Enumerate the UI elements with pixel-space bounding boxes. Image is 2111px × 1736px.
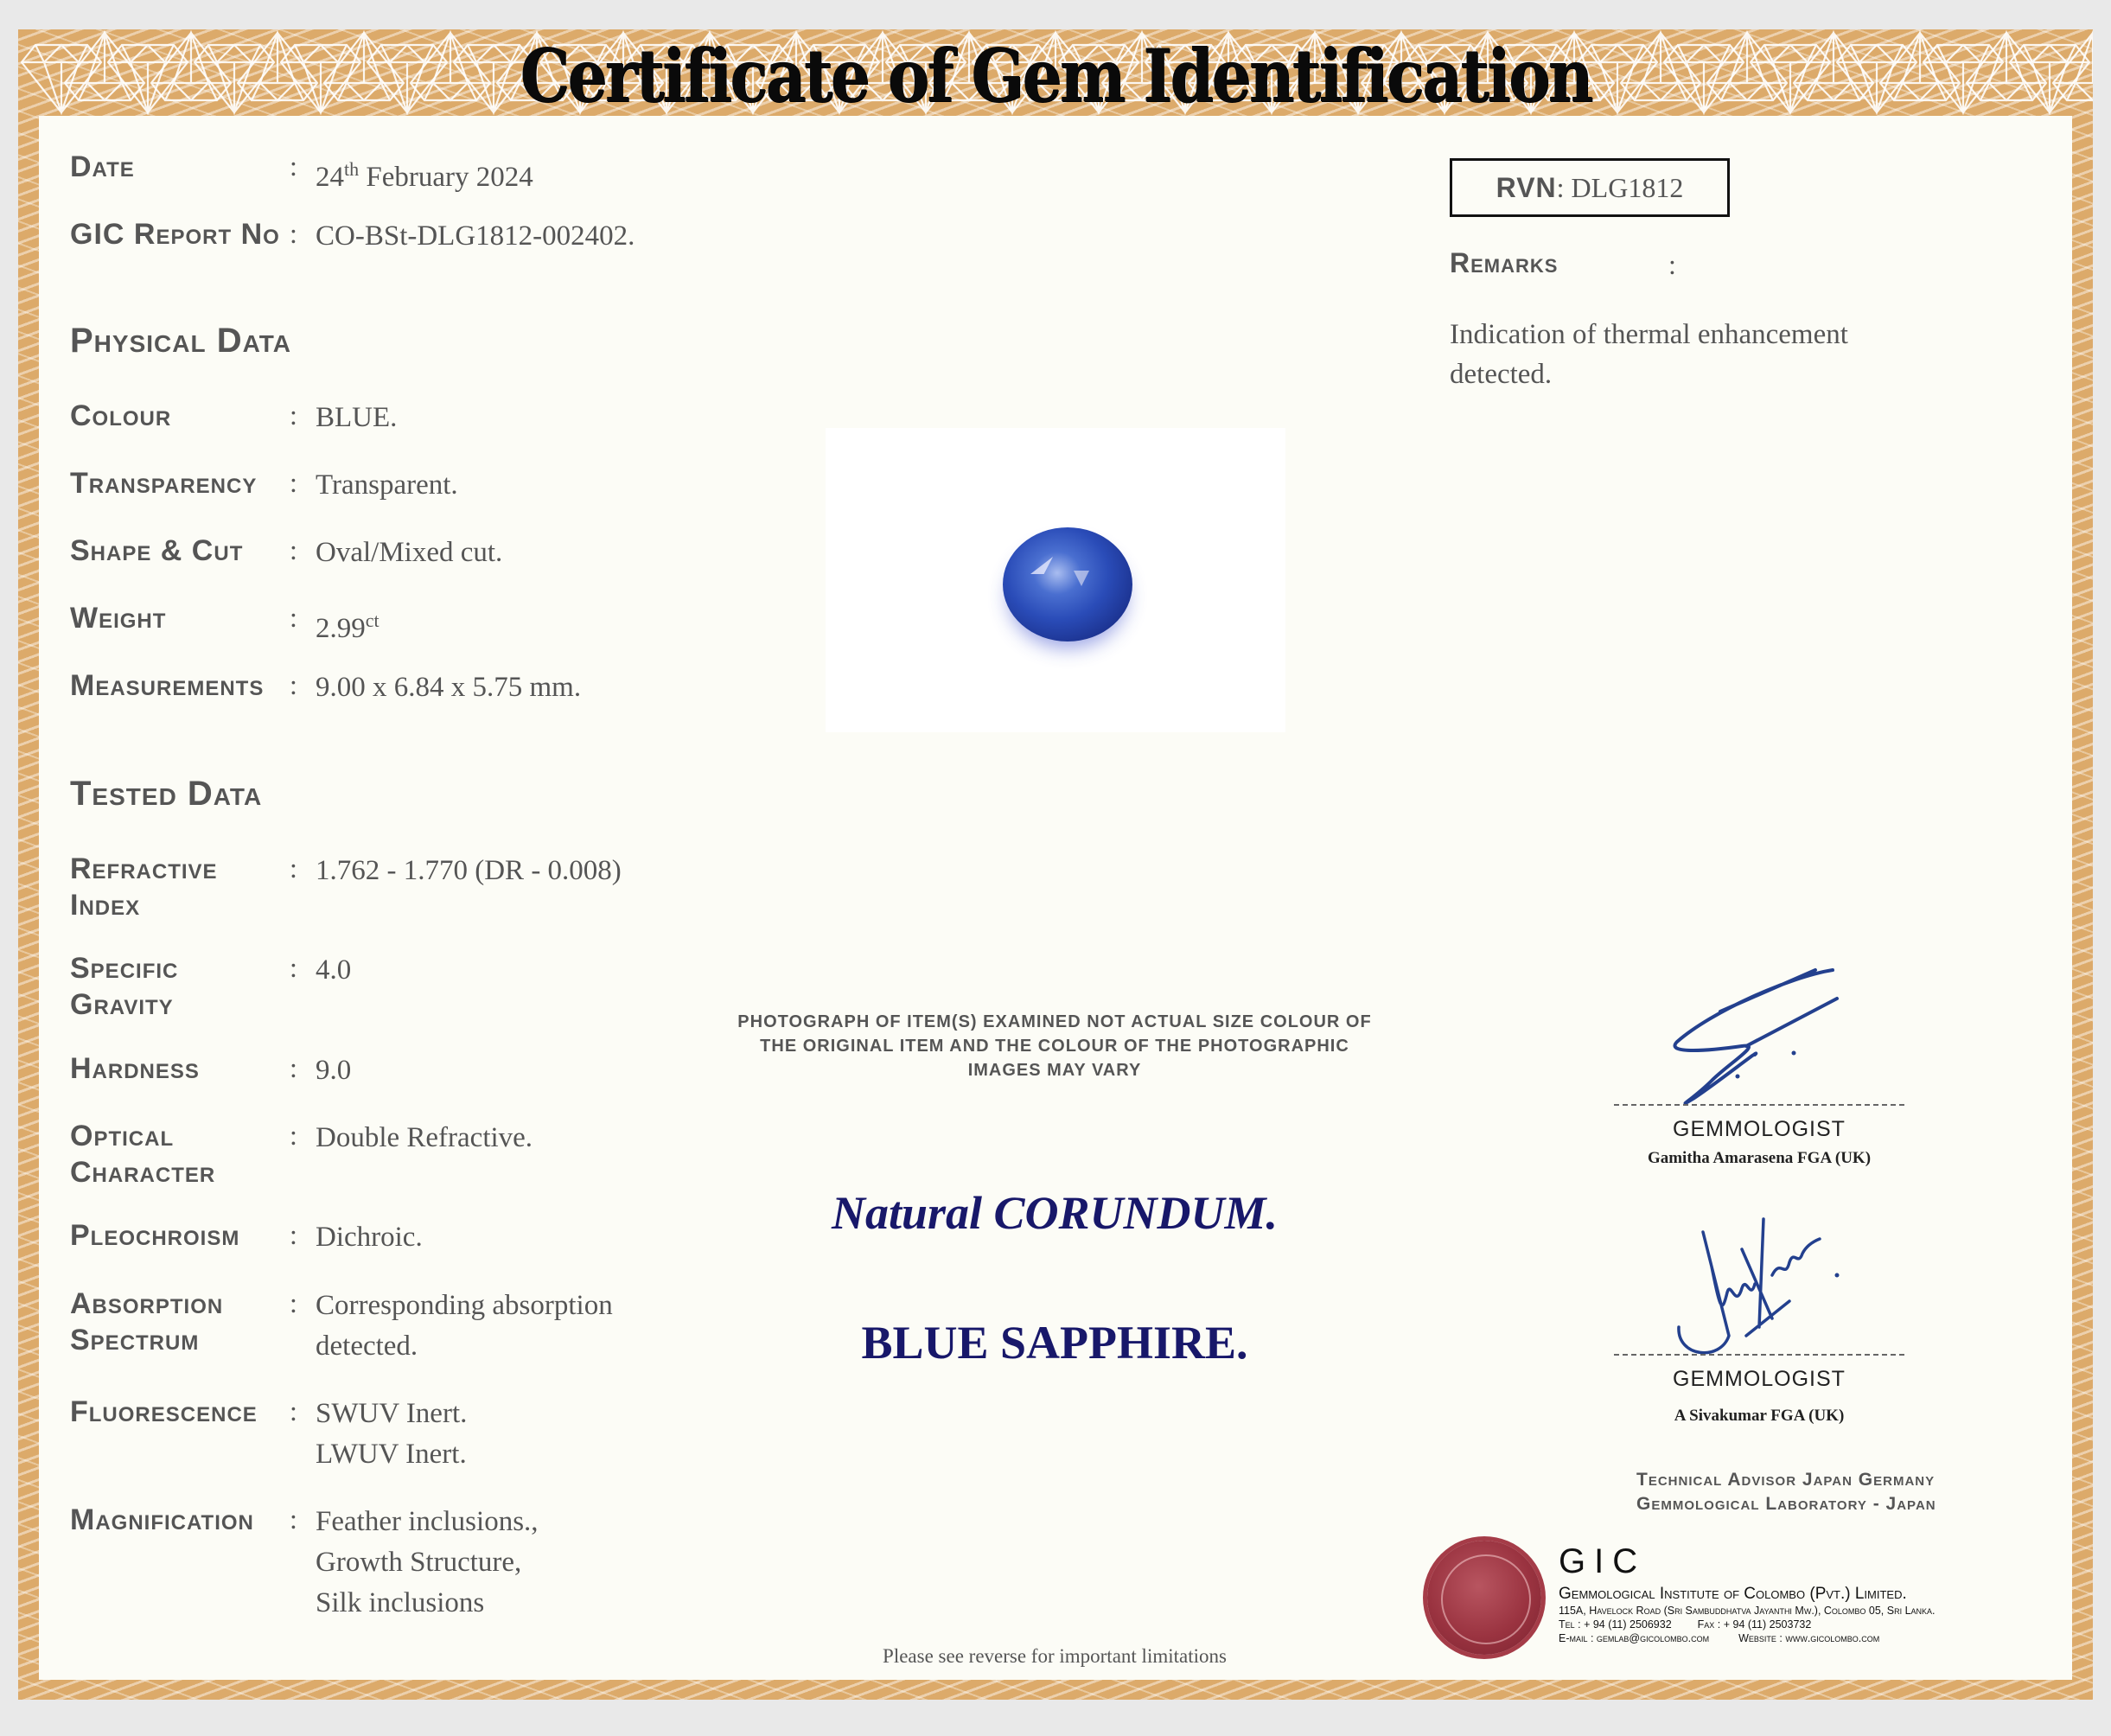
colon: : <box>290 1503 297 1535</box>
specific-gravity-value: 4.0 <box>316 954 352 986</box>
optical-character-value: Double Refractive. <box>316 1122 533 1153</box>
absorption-spectrum-value: Corresponding absorption detected. <box>316 1290 613 1362</box>
colon: : <box>290 1395 297 1426</box>
weight-value: $2.99^{ct}$ <box>316 610 379 644</box>
shape-cut-label: Shape & Cut <box>70 534 244 567</box>
colon: : <box>290 150 297 182</box>
signature-1-icon <box>1660 960 1859 1115</box>
tested-data-heading: Tested Data <box>70 775 263 813</box>
colour-row <box>70 398 692 441</box>
report-no-label: GIC Report No <box>70 218 280 251</box>
fluorescence-row <box>70 1394 692 1471</box>
signatory-1-title: GEMMOLOGIST <box>1673 1117 1846 1141</box>
signatory-2-title: GEMMOLOGIST <box>1673 1367 1846 1391</box>
colon: : <box>290 602 297 633</box>
technical-advisor: Technical Advisor Japan Germany Gemmological Laboratory - Japan <box>1636 1470 1936 1514</box>
specific-gravity-label: Specific Gravity <box>70 952 179 1021</box>
colon: : <box>1668 249 1676 280</box>
signature-2-line <box>1614 1354 1904 1356</box>
fluorescence-value: SWUV Inert. LWUV Inert. <box>316 1398 468 1470</box>
weight-label: Weight <box>70 602 167 635</box>
institute-full-name: Gemmological Institute of Colombo (Pvt.) Limited. <box>1559 1585 1907 1603</box>
weight-row <box>70 600 692 643</box>
colon: : <box>290 534 297 565</box>
date-label: Date <box>70 150 135 183</box>
institute-address: 115A, Havelock Road (Sri Sambuddhatva Jayanthi Mw.), Colombo 05, Sri Lanka. <box>1559 1605 1936 1617</box>
species-identification: Natural CORUNDUM. <box>831 1187 1279 1239</box>
colon: : <box>290 218 297 249</box>
pleochroism-label: Pleochroism <box>70 1219 240 1252</box>
measurements-label: Measurements <box>70 669 265 702</box>
refractive-index-value: 1.762 - 1.770 (DR - 0.008) <box>316 855 622 886</box>
pleochroism-row <box>70 1217 692 1261</box>
measurements-row <box>70 667 692 711</box>
optical-character-label: Optical Character <box>70 1120 216 1189</box>
signature-1-line <box>1614 1104 1904 1106</box>
footer-note: Please see reverse for important limitations <box>883 1645 1227 1667</box>
report-no-row <box>70 216 692 259</box>
optical-character-row <box>70 1118 692 1196</box>
transparency-row <box>70 465 692 508</box>
pleochroism-value: Dichroic. <box>316 1222 423 1253</box>
hardness-row <box>70 1050 692 1094</box>
colon: : <box>290 1052 297 1083</box>
institute-phone: Tel : + 94 (11) 2506932 Fax : + 94 (11) 2503732 <box>1559 1618 1812 1631</box>
certificate-title: Certificate of Gem Identification <box>520 33 1591 118</box>
hardness-label: Hardness <box>70 1052 200 1085</box>
colon: : <box>290 669 297 700</box>
absorption-spectrum-row <box>70 1286 692 1363</box>
wax-seal-icon <box>1427 1541 1541 1655</box>
colour-label: Colour <box>70 399 172 432</box>
date-row <box>70 149 692 192</box>
refractive-index-label: Refractive Index <box>70 852 218 922</box>
magnification-row <box>70 1502 692 1623</box>
rvn-box: RVN: DLG1812 <box>1450 158 1730 217</box>
transparency-value: Transparent. <box>316 469 458 501</box>
signatory-2-name: A Sivakumar FGA (UK) <box>1674 1407 1845 1425</box>
physical-data-heading: Physical Data <box>70 322 291 360</box>
institute-short-name: GIC <box>1559 1542 1647 1580</box>
remarks-label: Remarks <box>1450 247 1559 278</box>
transparency-label: Transparency <box>70 467 258 500</box>
colon: : <box>290 1120 297 1151</box>
institute-contact: E-mail : gemlab@gicolombo.com Website : www.gicolombo.com <box>1559 1632 1880 1644</box>
signatory-1-name: Gamitha Amarasena FGA (UK) <box>1647 1149 1872 1167</box>
hardness-value: 9.0 <box>316 1055 352 1086</box>
refractive-index-row <box>70 851 692 929</box>
colour-value: BLUE. <box>316 402 398 433</box>
photo-disclaimer: PHOTOGRAPH OF ITEM(S) EXAMINED NOT ACTUAL SIZE COLOUR OF THE ORIGINAL ITEM AND THE COLOUR OF THE PHOTOGRAPHIC IMAGES MAY VARY <box>737 1012 1372 1080</box>
shape-cut-row <box>70 533 692 576</box>
fluorescence-label: Fluorescence <box>70 1395 258 1428</box>
colon: : <box>290 1287 297 1318</box>
colon: : <box>290 952 297 983</box>
magnification-label: Magnification <box>70 1503 254 1536</box>
specific-gravity-row <box>70 950 692 1028</box>
magnification-value: Feather inclusions., Growth Structure, Silk inclusions <box>316 1506 539 1618</box>
shape-cut-value: Oval/Mixed cut. <box>316 537 503 568</box>
report-no-value: CO-BSt-DLG1812-002402. <box>316 220 635 252</box>
sapphire-gem-image <box>1003 527 1132 641</box>
absorption-spectrum-label: Absorption Spectrum <box>70 1287 224 1356</box>
colon: : <box>290 399 297 431</box>
colon: : <box>290 1219 297 1250</box>
remarks-value: Indication of thermal enhancement detected. <box>1450 319 1848 390</box>
variety-identification: BLUE SAPPHIRE. <box>861 1317 1248 1369</box>
colon: : <box>290 852 297 884</box>
measurements-value: 9.00 x 6.84 x 5.75 mm. <box>316 672 582 703</box>
signature-2-icon <box>1668 1215 1850 1362</box>
date-value: 24th February 2024 <box>316 158 533 193</box>
colon: : <box>290 467 297 498</box>
